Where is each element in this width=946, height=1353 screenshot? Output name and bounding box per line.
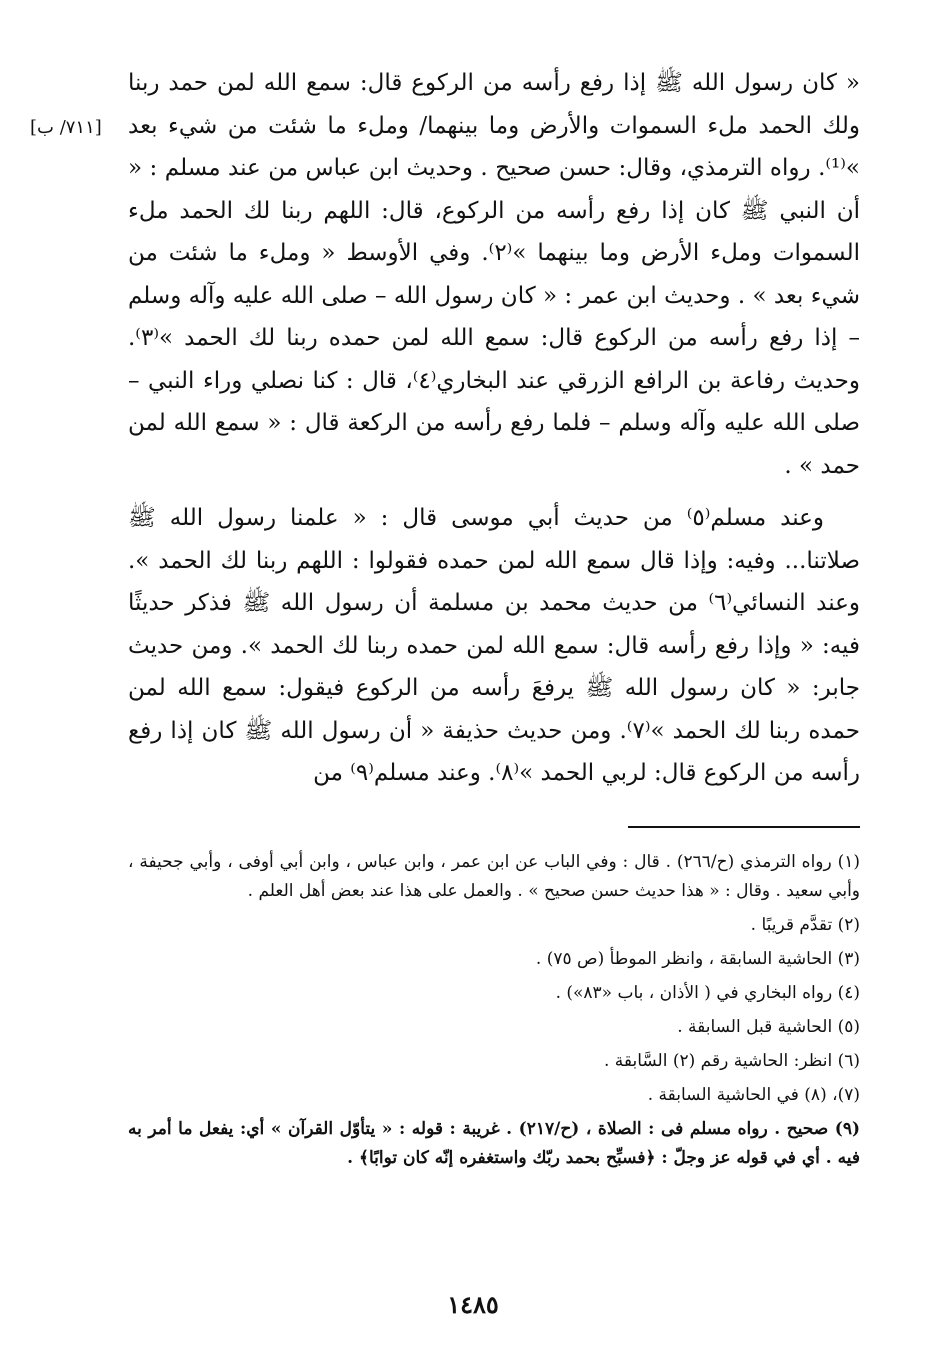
footnote-3: (٣) الحاشية السابقة ، وانظر الموطأ (ص ٧٥) . <box>535 949 860 969</box>
footnote-1: (١) رواه الترمذي (ح/٢٦٦) . قال : وفي الباب عن ابن عمر ، وابن عباس ، وابن أبي أوفى ، وأبي جحيفة ، وأبي سعيد . وقال : « هذا حديث حسن صحيح » . والعمل على هذا عند بعض أهل العلم . <box>128 852 860 901</box>
footnote-5: (٥) الحاشية قبل السابقة . <box>677 1017 860 1037</box>
footnote-divider <box>628 826 860 828</box>
footnote-4: (٤) رواه البخاري في ( الأذان ، باب «٨٣») . <box>555 983 860 1003</box>
footnotes-section <box>128 848 860 1178</box>
footnote-6: (٦) انظر: الحاشية رقم (٢) السَّابقة . <box>603 1051 860 1071</box>
page-number: ١٤٨٥ <box>447 1290 499 1319</box>
folio-margin-reference: [٧١١/ ب] <box>30 117 102 138</box>
main-paragraph-1: « كان رسول الله ﷺ إذا رفع رأسه من الركوع قال: سمع الله لمن حمد ربنا ولك الحمد ملء السموات والأرض وما بينهما/ وملء ما شئت من شيء بعد »⁽¹⁾. رواه الترمذي، وقال: حسن صحيح . وحديث ابن عباس من عند مسلم : « أن النبي ﷺ كان إذا رفع رأسه من الركوع، قال: اللهم ربنا لك الحمد ملء السموات وملء الأرض وما بينهما »⁽٢⁾. وفي الأوسط « وملء ما شئت من شيء بعد » . وحديث ابن عمر : « كان رسول الله – صلى الله عليه وآله وسلم – إذا رفع رأسه من الركوع قال: سمع الله لمن حمده ربنا لك الحمد »⁽٣⁾. وحديث رفاعة بن الرافع الزرقي عند البخاري⁽٤⁾، قال : كنا نصلي وراء النبي – صلى الله عليه وآله وسلم – فلما رفع رأسه من الركعة قال : « سمع الله لمن حمد » . <box>128 70 860 479</box>
main-paragraph-2: وعند مسلم⁽٥⁾ من حديث أبي موسى قال : « علمنا رسول الله ﷺ صلاتنا... وفيه: وإذا قال سمع الله لمن حمده فقولوا : اللهم ربنا لك الحمد ». وعند النسائي⁽٦⁾ من حديث محمد بن مسلمة أن رسول الله ﷺ فذكر حديثًا فيه: « وإذا رفع رأسه قال: سمع الله لمن حمده ربنا لك الحمد ». ومن حديث جابر: « كان رسول الله ﷺ يرفعَ رأسه من الركوع فيقول: سمع الله لمن حمده ربنا لك الحمد »⁽٧⁾. ومن حديث حذيفة « أن رسول الله ﷺ كان إذا رفع رأسه من الركوع قال: لربي الحمد »⁽٨⁾. وعند مسلم⁽٩⁾ من <box>128 505 860 786</box>
footnote-7-8: (٧)، (٨) في الحاشية السابقة . <box>647 1085 860 1105</box>
footnote-9: (٩) صحيح . رواه مسلم فى : الصلاة ، (ح/٢١٧) . غريبة : قوله : « يتأوّل القرآن » أي: يفعل ما أمر به فيه . أي في قوله عز وجلّ : ﴿فسبِّح بحمد ربّك واستغفره إنّه كان توابًا﴾ . <box>128 1119 860 1168</box>
footnote-2: (٢) تقدَّم قريبًا . <box>750 915 860 935</box>
main-text-body <box>128 62 860 795</box>
